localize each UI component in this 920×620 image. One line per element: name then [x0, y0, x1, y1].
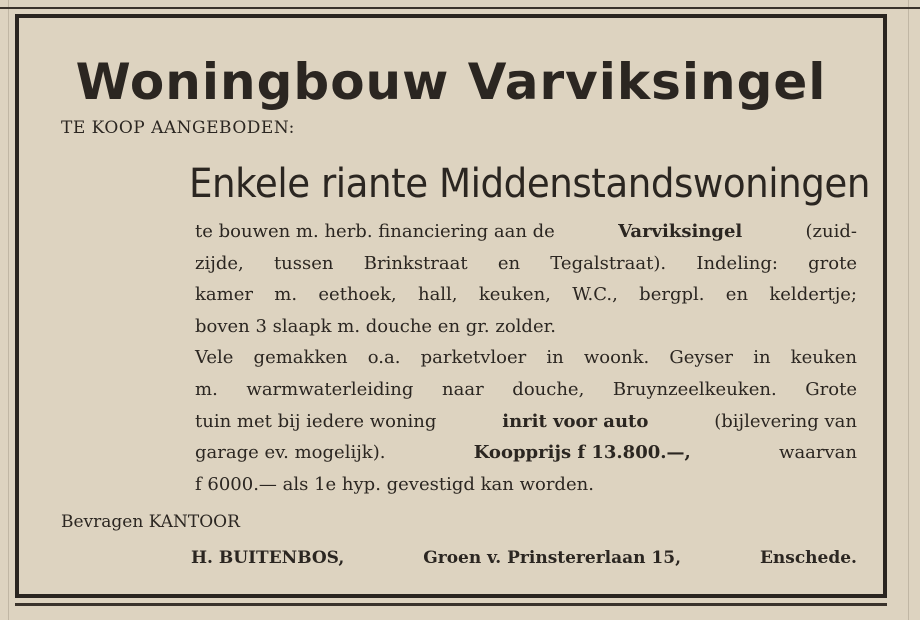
ad-title: Woningbouw Varviksingel	[75, 53, 827, 111]
body-line	[195, 437, 857, 469]
bottom-rule	[15, 603, 887, 606]
body-line: f 6000.— als 1e hyp. gevestigd kan worden.	[195, 473, 594, 495]
ad-body	[195, 216, 857, 500]
adjacent-column-right	[894, 8, 920, 608]
body-line: boven 3 slaapk m. douche en gr. zolder.	[195, 315, 556, 337]
paragraph-amenities	[195, 342, 857, 500]
body-line	[195, 216, 857, 248]
body-line	[195, 406, 857, 438]
body-line: kamer m. eethoek, hall, keuken, W.C., bergpl. en keldertje;	[195, 284, 857, 306]
body-line: zijde, tussen Brinkstraat en Tegalstraat). Indeling: grote	[195, 252, 857, 274]
text-run: waarvan	[779, 442, 857, 464]
contact-city: Enschede.	[759, 548, 857, 568]
street-name: Varviksingel	[618, 221, 743, 242]
column-rule-left	[8, 0, 9, 620]
contact-name: H. BUITENBOS,	[191, 548, 345, 568]
contact-line	[191, 548, 857, 568]
text-run: garage ev. mogelijk).	[195, 442, 386, 464]
body-line: m. warmwaterleiding naar douche, Bruynzeelkeuken. Grote	[195, 378, 857, 400]
text-run: (zuid-	[805, 221, 857, 242]
text-run: (bijlevering van	[714, 410, 857, 432]
enquire-label: Bevragen KANTOOR	[61, 512, 240, 532]
paragraph-description	[195, 216, 857, 342]
ad-intro: TE KOOP AANGEBODEN:	[61, 118, 295, 138]
text-run: tuin met bij iedere woning	[195, 410, 437, 432]
contact-address: Groen v. Prinstererlaan 15,	[423, 548, 681, 568]
driveway-highlight: inrit voor auto	[502, 410, 649, 432]
ad-headline: Enkele riante Middenstandswoningen	[189, 161, 870, 207]
top-rule	[0, 7, 920, 9]
body-line: Vele gemakken o.a. parketvloer in woonk. Geyser in keuken	[195, 347, 857, 369]
purchase-price: Koopprijs f 13.800.—,	[473, 442, 691, 464]
advertisement-frame	[15, 14, 887, 598]
text-run: te bouwen m. herb. financiering aan de	[195, 221, 555, 242]
